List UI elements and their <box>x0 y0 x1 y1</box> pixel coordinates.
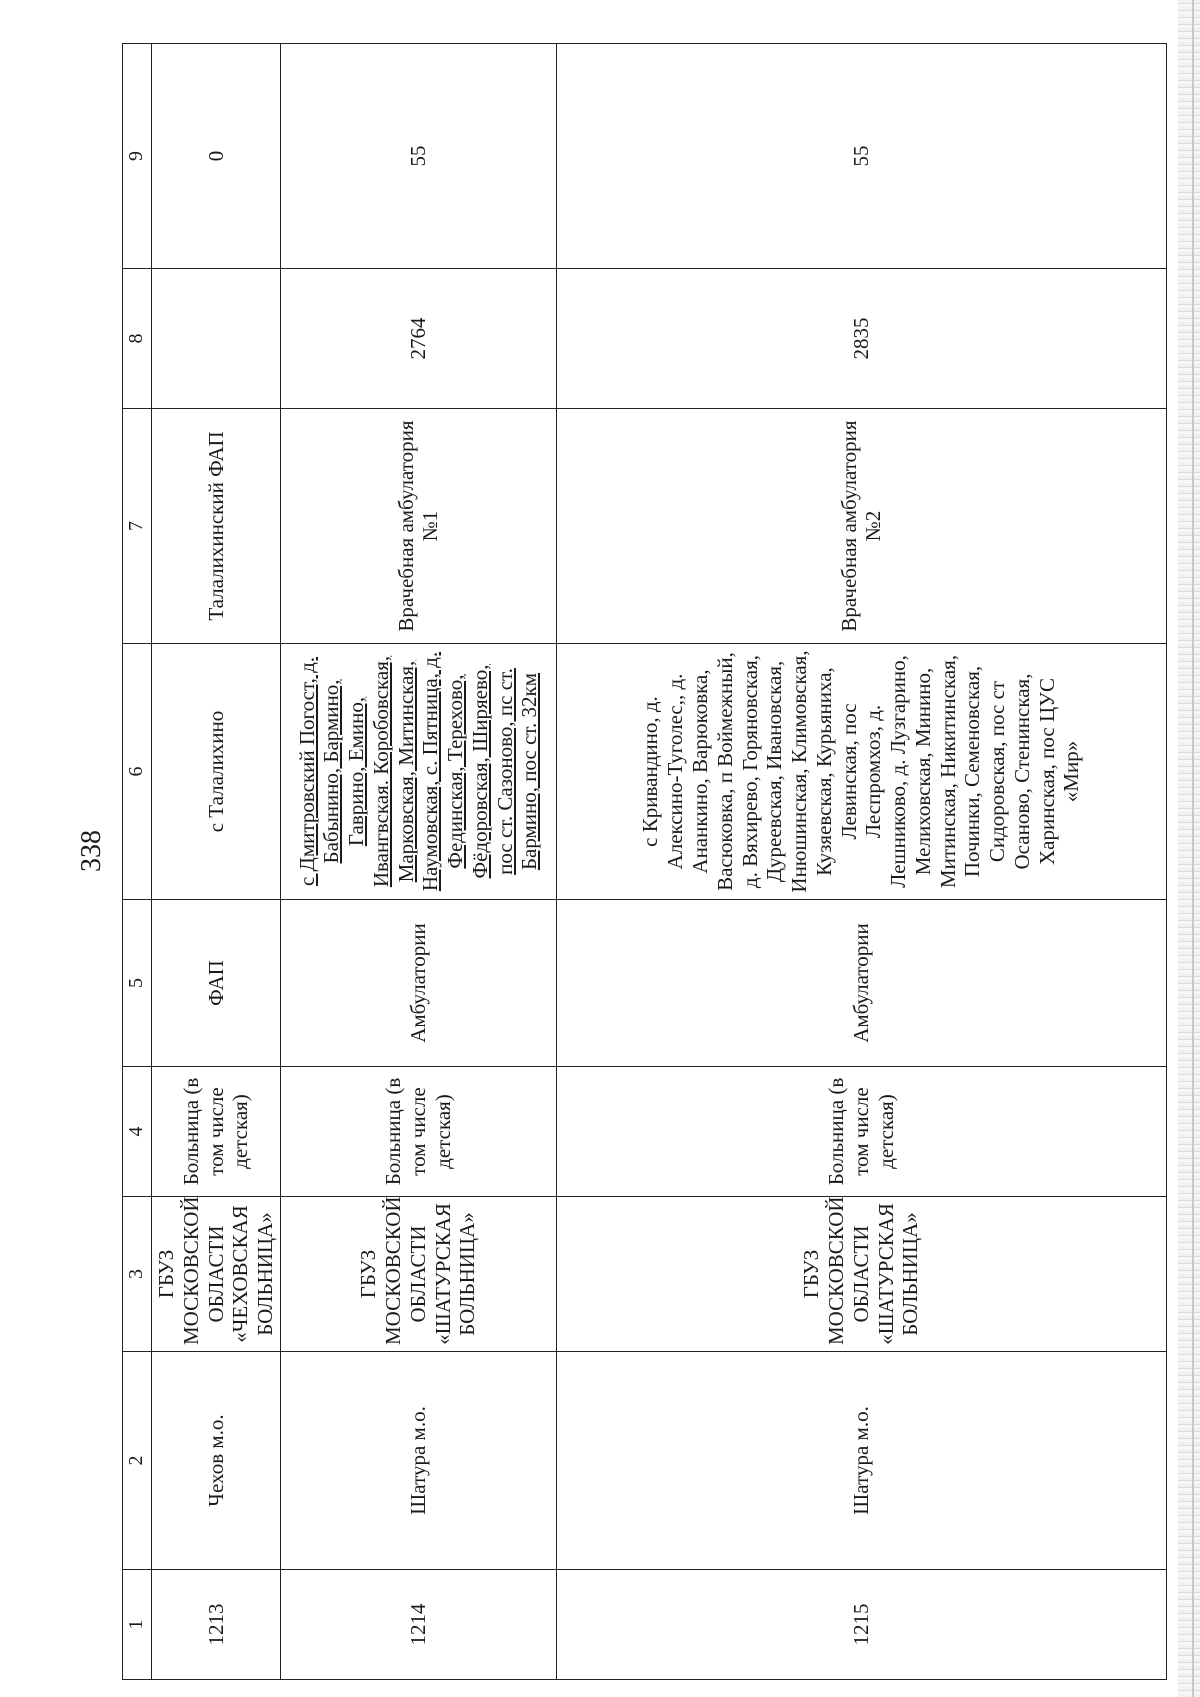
organization-cell: ГБУЗ МОСКОВСКОЙ ОБЛАСТИ «ШАТУРСКАЯ БОЛЬНИЦА» <box>280 1197 556 1352</box>
row-number: 1215 <box>556 1570 1166 1680</box>
district-cell: Шатура м.о. <box>280 1352 556 1570</box>
table-row <box>280 44 556 1680</box>
locality-cell: с Талалихино <box>152 644 281 900</box>
header-col-4: 4 <box>123 1067 152 1197</box>
population-cell: 2764 <box>280 269 556 409</box>
organization-cell: ГБУЗ МОСКОВСКОЙ ОБЛАСТИ «ЧЕХОВСКАЯ БОЛЬНИЦА» <box>152 1197 281 1352</box>
scan-edge-artifact <box>1178 0 1200 1697</box>
locality-cell <box>280 644 556 900</box>
value-cell: 55 <box>280 44 556 269</box>
facility-type-cell: Больница (в том числе детская) <box>280 1067 556 1197</box>
facility-type-cell: Больница (в том числе детская) <box>152 1067 281 1197</box>
header-col-9: 9 <box>123 44 152 269</box>
header-col-3: 3 <box>123 1197 152 1352</box>
facility-type-cell: Больница (в том числе детская) <box>556 1067 1166 1197</box>
header-col-8: 8 <box>123 269 152 409</box>
unit-type-cell: ФАП <box>152 900 281 1067</box>
header-col-6: 6 <box>123 644 152 900</box>
unit-name-cell: Врачебная амбулатория №2 <box>556 409 1166 644</box>
rotated-table-container <box>122 44 1162 1680</box>
header-col-5: 5 <box>123 900 152 1067</box>
unit-name-cell: Талалихинский ФАП <box>152 409 281 644</box>
value-cell: 0 <box>152 44 281 269</box>
page-number: 338 <box>76 830 107 872</box>
header-col-2: 2 <box>123 1352 152 1570</box>
scan-edge-line <box>1192 0 1194 1697</box>
row-number: 1214 <box>280 1570 556 1680</box>
organization-cell: ГБУЗ МОСКОВСКОЙ ОБЛАСТИ «ШАТУРСКАЯ БОЛЬНИЦА» <box>556 1197 1166 1352</box>
locality-text: с Дмитровский Погост, д. Бабынино, Бармино, Гаврино, Емино, Ивангвская. Коробовская, Марковская, Митинская, Наумовская, с. Пятница, д. Фединская, Терехово, Фёдоровская, Ширяево, пос ст. Сазоново, пс ст. Бармино, пос ст. 32км <box>294 651 542 892</box>
district-cell: Чехов м.о. <box>152 1352 281 1570</box>
district-cell: Шатура м.о. <box>556 1352 1166 1570</box>
value-cell: 55 <box>556 44 1166 269</box>
unit-type-cell: Амбулатории <box>556 900 1166 1067</box>
header-col-1: 1 <box>123 1570 152 1680</box>
unit-name-cell: Врачебная амбулатория №1 <box>280 409 556 644</box>
header-col-7: 7 <box>123 409 152 644</box>
table-row <box>556 44 1166 1680</box>
registry-table <box>122 43 1167 1680</box>
population-cell <box>152 269 281 409</box>
unit-type-cell: Амбулатории <box>280 900 556 1067</box>
population-cell: 2835 <box>556 269 1166 409</box>
table-row <box>152 44 281 1680</box>
row-number: 1213 <box>152 1570 281 1680</box>
locality-cell: с Кривандино, д. Алексино-Туголес,, д. Ананкино, Варюковка, Васюковка, п Воймежный, д. Вяхирево, Горяновская, Дуреевская, Ивановская, Инюшинская, Климовская, Кузяевская, Курьяниха, Левинская, пос Леспромхоз, д. Лешниково, д. Лузгарино, Мелиховская, Минино, Митинская, Никитинская, Починки, Семеновская, Сидоровская, пос ст Осаново, Стенинская, Харинская, пос ЦУС «Мир» <box>556 644 1166 900</box>
header-row <box>123 44 152 1680</box>
